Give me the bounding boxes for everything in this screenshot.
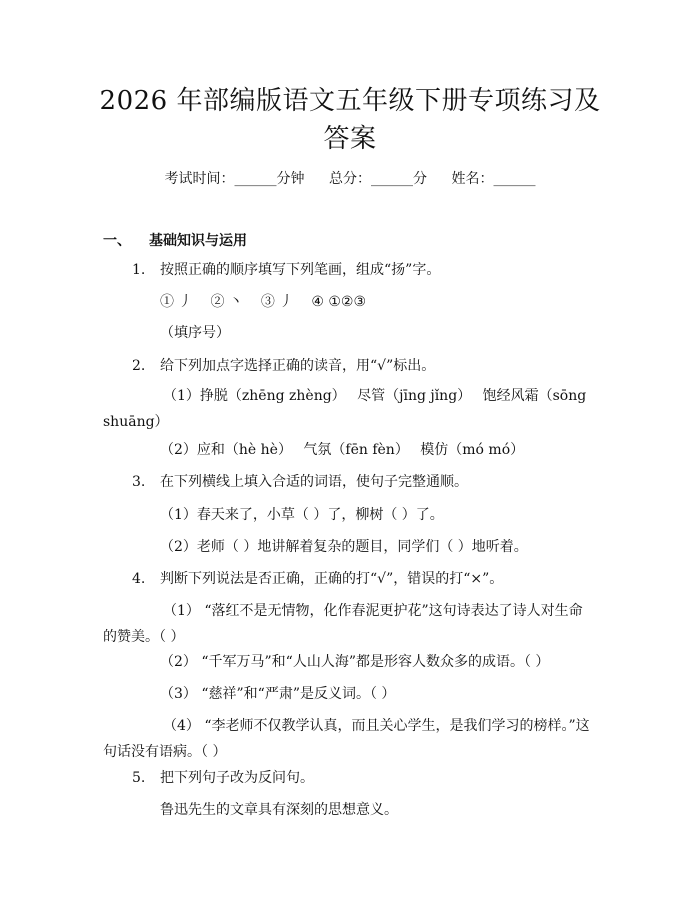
page-title: 2026 年部编版语文五年级下册专项练习及答案 — [99, 86, 601, 154]
q2-line-1: （1）挣脱（zhēng zhèng） 尽管（jīng jǐng） 饱经风霜（sōng shuāng） — [103, 388, 587, 430]
q1-option-2: ② 丶 — [210, 294, 243, 310]
question-number: 3. — [132, 474, 146, 490]
section-1-heading — [103, 230, 247, 250]
section-title: 基础知识与运用 — [149, 233, 247, 249]
question-number: 1. — [132, 262, 146, 278]
question-text: 在下列横线上填入合适的词语，使句子完整通顺。 — [160, 474, 468, 490]
q1-hint: （填序号） — [160, 325, 230, 341]
total-score-field: 总分：______分 — [329, 171, 427, 187]
q3-line-1: （1）春天来了，小草（ ）了，柳树（ ）了。 — [160, 507, 444, 523]
question-text: 把下列句子改为反问句。 — [160, 770, 314, 786]
question-number: 4. — [132, 571, 146, 587]
student-name-field: 姓名：______ — [451, 171, 536, 187]
question-5 — [132, 768, 314, 788]
question-text: 给下列加点字选择正确的读音，用“√”标出。 — [160, 358, 436, 374]
q4-item-2: （2） “千军万马”和“人山人海”都是形容人数众多的成语。（ ） — [160, 654, 550, 670]
question-3 — [132, 472, 468, 492]
q3-line-2: （2）老师（ ）地讲解着复杂的题目，同学们（ ）地听着。 — [160, 539, 528, 555]
q1-options — [160, 292, 366, 312]
q4-item-4: （4） “李老师不仅教学认真，而且关心学生，是我们学习的榜样。”这句话没有语病。（ ） — [103, 718, 590, 760]
q5-sentence: 鲁迅先生的文章具有深刻的思想意义。 — [160, 802, 398, 818]
question-4 — [132, 569, 503, 589]
exam-info — [0, 168, 700, 188]
section-number: 一、 — [103, 233, 131, 249]
q1-option-4: ④ ①②③ — [311, 294, 367, 310]
q4-item-3: （3） “慈祥”和“严肃”是反义词。（ ） — [160, 686, 396, 702]
question-2 — [132, 356, 435, 376]
exam-time-field: 考试时间：______分钟 — [164, 171, 305, 187]
question-text: 按照正确的顺序填写下列笔画，组成“扬”字。 — [160, 262, 441, 278]
q4-item-1: （1） “落红不是无情物，化作春泥更护花”这句诗表达了诗人对生命的赞美。（ ） — [103, 603, 583, 645]
q2-line-2: （2）应和（hè hè） 气氛（fēn fèn） 模仿（mó mó） — [160, 442, 525, 458]
question-number: 2. — [132, 358, 146, 374]
q1-option-3: ③ 丿 — [260, 294, 294, 310]
question-number: 5. — [132, 770, 146, 786]
q1-option-1: ① 丿 — [160, 294, 193, 310]
question-text: 判断下列说法是否正确，正确的打“√”，错误的打“×”。 — [160, 571, 504, 587]
question-1 — [132, 260, 440, 280]
